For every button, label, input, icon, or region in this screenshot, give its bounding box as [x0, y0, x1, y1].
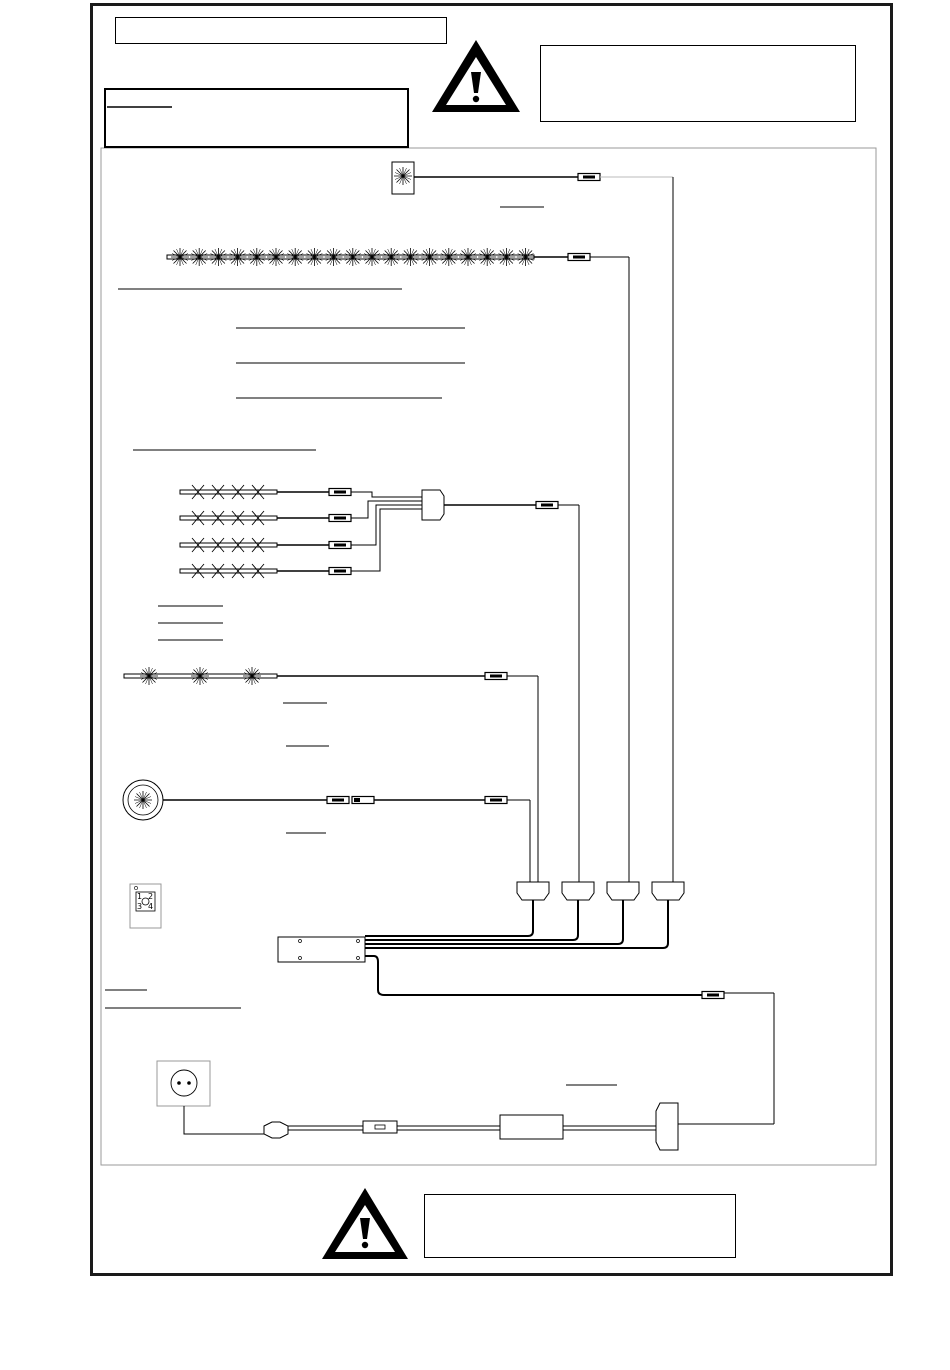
connector-icon	[702, 992, 724, 999]
led-star	[497, 248, 515, 266]
led-star	[459, 248, 477, 266]
led-star	[478, 248, 496, 266]
led-strip-icon	[180, 505, 422, 552]
led-star	[229, 248, 247, 266]
wall-socket-icon	[157, 1061, 210, 1106]
warning-triangle-icon	[322, 1188, 408, 1259]
connector-housing	[652, 882, 684, 900]
led-star	[305, 248, 323, 266]
starlight-icon	[392, 162, 414, 194]
spot-light-icon	[123, 780, 163, 820]
led-star	[344, 248, 362, 266]
keypad-key-4: 4	[148, 902, 154, 911]
keypad-key-3: 3	[137, 902, 143, 911]
led-star	[517, 248, 535, 266]
connector-icon	[329, 489, 351, 496]
connector-icon	[578, 174, 600, 181]
led-strip-icon	[124, 667, 277, 685]
inline-switch-icon	[363, 1121, 397, 1133]
keypad-key-2: 2	[148, 892, 154, 901]
short-strips	[180, 485, 422, 578]
controller-box-icon	[278, 937, 365, 962]
led-star	[325, 248, 343, 266]
led-star	[421, 248, 439, 266]
connector-icon	[327, 797, 349, 804]
warning-triangle-icon	[432, 40, 520, 112]
led-star	[190, 248, 208, 266]
connector-icon	[485, 797, 507, 804]
connector-icon	[536, 502, 558, 509]
led-star	[248, 248, 266, 266]
led-star	[363, 248, 381, 266]
connector-icon	[352, 797, 374, 804]
connector-housing	[607, 882, 639, 900]
keypad-icon	[130, 884, 161, 928]
connector-housing	[517, 882, 549, 900]
connector-housing	[562, 882, 594, 900]
led-star	[382, 248, 400, 266]
plug-icon	[264, 1122, 288, 1138]
connector-icon	[329, 542, 351, 549]
inner-frame	[101, 148, 876, 1165]
adapter-icon	[656, 1103, 678, 1150]
led-strip-icon	[180, 485, 422, 499]
title-box	[116, 18, 447, 44]
splitter-icon	[422, 490, 444, 520]
connector-icon	[485, 673, 507, 680]
led-star	[440, 248, 458, 266]
warning-box-top	[541, 46, 856, 122]
led-star	[286, 248, 304, 266]
led-star	[267, 248, 285, 266]
keypad-key-1: 1	[137, 892, 143, 901]
led-star	[401, 248, 419, 266]
connector-housings	[517, 882, 684, 900]
led-star	[209, 248, 227, 266]
note-box	[105, 89, 408, 147]
connector-icon	[329, 568, 351, 575]
connector-icon	[568, 254, 590, 261]
connector-icon	[329, 515, 351, 522]
led-strip-icon	[167, 248, 535, 266]
warning-box-bottom	[425, 1195, 736, 1258]
led-star	[171, 248, 189, 266]
transformer-icon	[500, 1115, 563, 1139]
